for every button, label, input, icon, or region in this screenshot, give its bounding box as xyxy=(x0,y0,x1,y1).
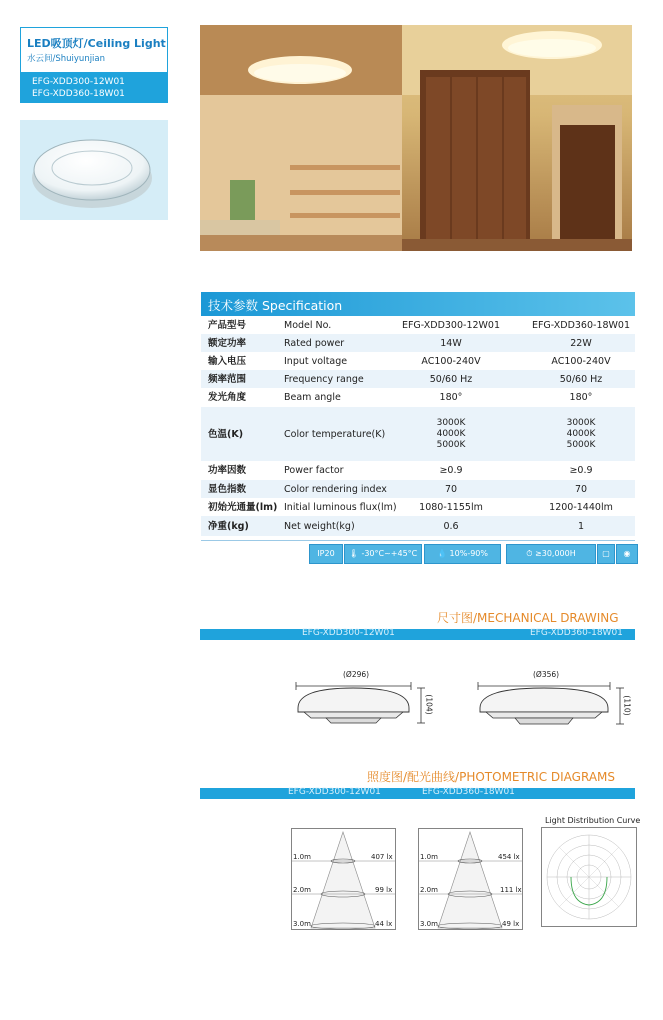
spec-label-en: Net weight(kg) xyxy=(284,521,355,532)
spec-row xyxy=(201,334,635,352)
illuminance-diagram-right xyxy=(418,828,523,930)
spec-label-cn: 输入电压 xyxy=(208,356,247,367)
right-distance-2: 2.0m xyxy=(420,886,438,894)
spec-value-1: 3000K 4000K 5000K xyxy=(436,418,466,450)
product-header xyxy=(20,27,168,102)
spec-value-2: 70 xyxy=(574,484,588,495)
spec-value-1: 1080-1155lm xyxy=(419,502,483,513)
left-lux-1: 407 lx xyxy=(371,853,393,861)
spec-row xyxy=(201,352,635,370)
mechanical-model-right: EFG-XDD360-18W01 xyxy=(530,628,623,638)
product-title: LED吸顶灯/Ceiling Light xyxy=(27,37,166,50)
spec-label-en: Model No. xyxy=(284,320,332,331)
spec-label-en: Initial luminous flux(lm) xyxy=(284,502,397,513)
spec-label-cn: 功率因数 xyxy=(208,465,247,476)
spec-label-cn: 频率范围 xyxy=(208,374,247,385)
light-distribution-label: Light Distribution Curve xyxy=(545,816,641,825)
d2-height: (110) xyxy=(622,695,632,716)
d1-diameter: (Ø296) xyxy=(343,670,370,679)
humidity-badge xyxy=(424,544,501,564)
spec-label-cn: 发光角度 xyxy=(208,392,247,403)
spec-label-en: Frequency range xyxy=(284,374,364,385)
spec-value-2: AC100-240V xyxy=(551,356,611,367)
temperature-badge xyxy=(344,544,422,564)
d1-height: (104) xyxy=(424,694,434,715)
illuminance-diagram-left xyxy=(291,828,396,930)
spec-value-2: 22W xyxy=(570,338,592,349)
product-model-1: EFG-XDD300-12W01 xyxy=(32,77,125,87)
spec-value-1: 14W xyxy=(440,338,462,349)
droplet-icon: 💧 xyxy=(437,549,447,558)
spec-value-2: ≥0.9 xyxy=(569,465,593,476)
spec-value-1: EFG-XDD300-12W01 xyxy=(401,320,501,331)
square-icon: ▢ xyxy=(597,544,615,564)
spec-value-2: 180° xyxy=(569,392,593,403)
spec-label-cn: 额定功率 xyxy=(208,338,247,349)
eye-icon: ◉ xyxy=(616,544,638,564)
spec-value-2: EFG-XDD360-18W01 xyxy=(531,320,631,331)
spec-row xyxy=(201,461,635,480)
spec-title: 技术参数 Specification xyxy=(208,298,343,313)
spec-label-en: Power factor xyxy=(284,465,344,476)
d2-diameter: (Ø356) xyxy=(533,670,560,679)
living-room-photo xyxy=(200,25,402,251)
spec-label-cn: 净重(kg) xyxy=(208,521,249,532)
photometric-model-bar xyxy=(200,788,635,799)
photometric-model-right: EFG-XDD360-18W01 xyxy=(422,787,515,797)
spec-divider xyxy=(201,540,635,541)
right-lux-3: 49 lx xyxy=(502,920,520,928)
product-model-2: EFG-XDD360-18W01 xyxy=(32,89,125,99)
clock-icon: ⏱ xyxy=(526,549,533,558)
spec-row xyxy=(201,370,635,388)
right-lux-2: 111 lx xyxy=(500,886,522,894)
spec-row xyxy=(201,516,635,536)
mechanical-title: 尺寸图/MECHANICAL DRAWING xyxy=(437,611,619,625)
mechanical-model-bar xyxy=(200,629,635,640)
mechanical-drawing-2 xyxy=(470,668,635,743)
product-image xyxy=(20,120,168,220)
mechanical-model-left: EFG-XDD300-12W01 xyxy=(302,628,395,638)
spec-row xyxy=(201,498,635,516)
mechanical-drawing-1 xyxy=(286,668,436,743)
product-subtitle: 水云间/Shuiyunjian xyxy=(27,54,106,64)
spec-value-2: 3000K 4000K 5000K xyxy=(566,418,596,450)
right-distance-3: 3.0m xyxy=(420,920,438,928)
spec-value-2: 50/60 Hz xyxy=(559,374,603,385)
right-distance-1: 1.0m xyxy=(420,853,438,861)
left-lux-2: 99 lx xyxy=(375,886,393,894)
spec-row xyxy=(201,407,635,461)
spec-label-cn: 色温(K) xyxy=(208,429,244,440)
spec-label-cn: 显色指数 xyxy=(208,484,247,495)
spec-row xyxy=(201,388,635,407)
photometric-model-left: EFG-XDD300-12W01 xyxy=(288,787,381,797)
product-models xyxy=(20,72,168,103)
spec-header xyxy=(201,292,635,316)
lifetime-value: ≥30,000H xyxy=(535,549,576,558)
temperature-range: -30°C~+45°C xyxy=(361,549,418,558)
spec-value-1: 0.6 xyxy=(443,521,459,532)
left-distance-3: 3.0m xyxy=(293,920,311,928)
spec-value-1: 50/60 Hz xyxy=(429,374,473,385)
spec-label-en: Beam angle xyxy=(284,392,341,403)
spec-row xyxy=(201,480,635,498)
left-distance-2: 2.0m xyxy=(293,886,311,894)
spec-value-1: ≥0.9 xyxy=(439,465,463,476)
humidity-range: 10%-90% xyxy=(449,549,488,558)
spec-label-cn: 初始光通量(lm) xyxy=(208,502,278,513)
spec-value-1: AC100-240V xyxy=(421,356,481,367)
spec-row xyxy=(201,317,635,334)
lifetime-badge xyxy=(506,544,596,564)
hallway-photo xyxy=(402,25,632,251)
left-distance-1: 1.0m xyxy=(293,853,311,861)
spec-value-2: 1 xyxy=(577,521,585,532)
spec-value-2: 1200-1440lm xyxy=(549,502,613,513)
light-distribution-curve xyxy=(541,827,637,927)
spec-label-en: Rated power xyxy=(284,338,345,349)
spec-value-1: 70 xyxy=(444,484,458,495)
spec-label-en: Color rendering index xyxy=(284,484,387,495)
left-lux-3: 44 lx xyxy=(375,920,393,928)
spec-value-1: 180° xyxy=(439,392,463,403)
spec-label-en: Color temperature(K) xyxy=(284,429,386,440)
ip20-badge: IP20 xyxy=(309,544,343,564)
spec-label-en: Input voltage xyxy=(284,356,348,367)
thermometer-icon: 🌡 xyxy=(348,549,359,558)
right-lux-1: 454 lx xyxy=(498,853,520,861)
spec-label-cn: 产品型号 xyxy=(208,320,247,331)
photometric-title: 照度图/配光曲线/PHOTOMETRIC DIAGRAMS xyxy=(367,770,616,784)
